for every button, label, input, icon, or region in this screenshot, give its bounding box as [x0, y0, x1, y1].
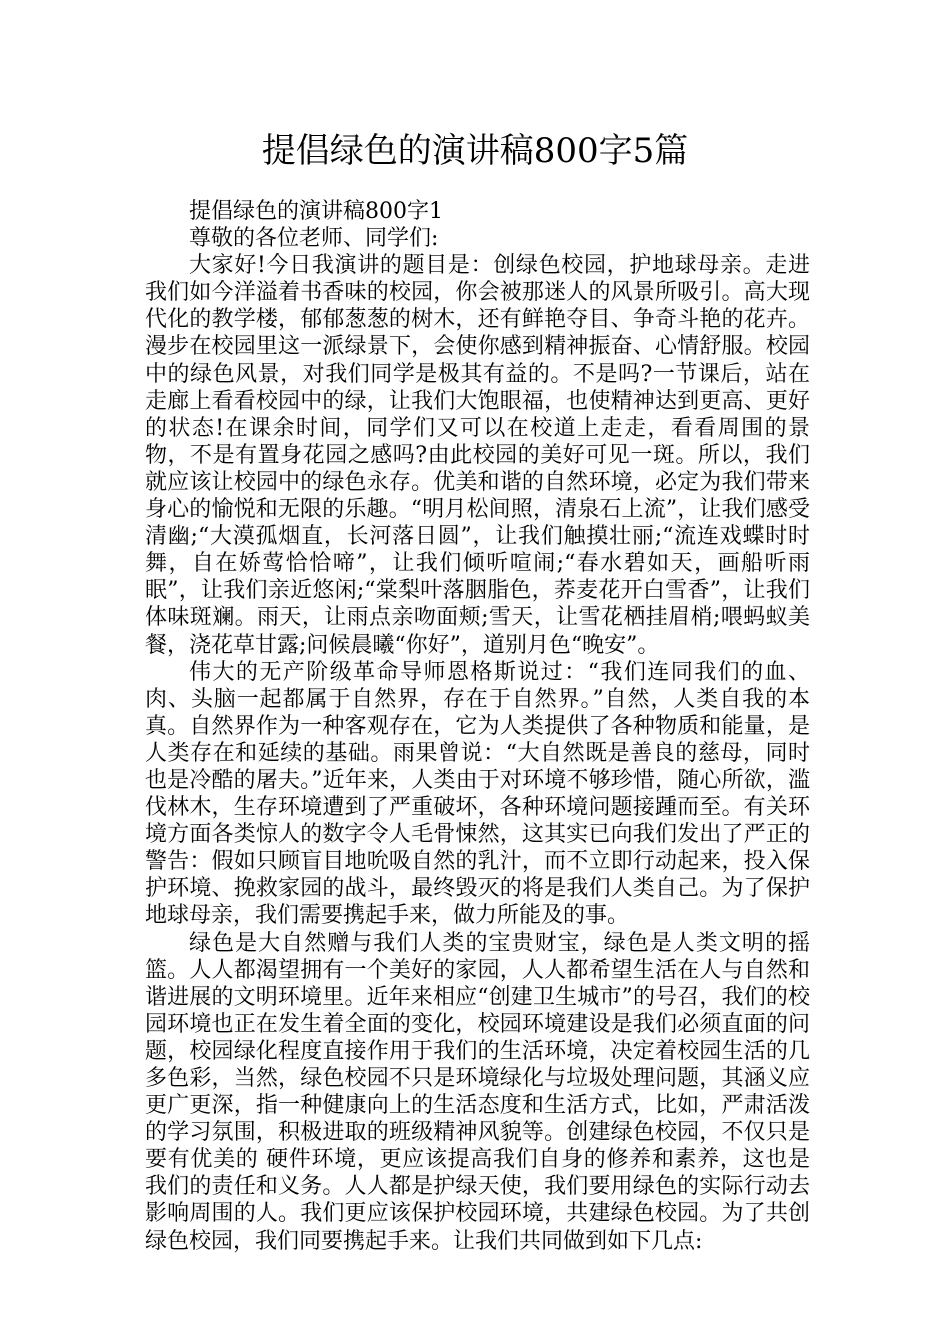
- section-heading: 提倡绿色的演讲稿800字1: [189, 199, 443, 224]
- body-paragraph: 伟大的无产阶级革命导师恩格斯说过：“我们连同我们的血、肉、头脑一起都属于自然界，存在于自然界。”自然，人类自我的本真。自然界作为一种客观存在，它为人类提供了各种物质和能量，是人类存在和延续的基础。雨果曾说：“大自然既是善良的慈母，同时也是冷酷的屠夫。”近年来，人类由于对环境不够珍惜，随心所欲，滥伐林木，生存环境遭到了严重破坏，各种环境问题接踵而至。有关环境方面各类惊人的数字令人毛骨悚然，这其实已向我们发出了严正的警告：假如只顾盲目地吮吸自然的乳汁，而不立即行动起来，投入保护环境、挽救家园的战斗，最终毁灭的将是我们人类自己。为了保护地球母亲，我们需要携起手来，做力所能及的事。: [145, 659, 810, 929]
- body-paragraph: 大家好!今日我演讲的题目是：创绿色校园，护地球母亲。走进我们如今洋溢着书香味的校园，你会被那迷人的风景所吸引。高大现代化的教学楼，郁郁葱葱的树木，还有鲜艳夺目、争奇斗艳的花卉。漫步在校园里这一派绿景下，会使你感到精神振奋、心情舒服。校园中的绿色风景，对我们同学是极其有益的。不是吗?一节课后，站在走廊上看看校园中的绿，让我们大饱眼福，也使精神达到更高、更好的状态!在课余时间，同学们又可以在校道上走走，看看周围的景物，不是有置身花园之感吗?由此校园的美好可见一斑。所以，我们就应该让校园中的绿色永存。优美和谐的自然环境，必定为我们带来身心的愉悦和无限的乐趣。“明月松间照，清泉石上流”，让我们感受清幽;“大漠孤烟直，长河落日圆”，让我们触摸壮丽;“流连戏蝶时时舞，自在娇莺恰恰啼”，让我们倾听喧闹;“春水碧如天，画船听雨眠”，让我们亲近悠闲;“棠梨叶落胭脂色，荞麦花开白雪香”，让我们体味斑斓。雨天，让雨点亲吻面颊;雪天，让雪花栖挂眉梢;喂蚂蚁美餐，浇花草甘露;问候晨曦“你好”，道别月色“晚安”。: [145, 253, 810, 658]
- salutation: 尊敬的各位老师、同学们:: [189, 226, 439, 252]
- document-body: [145, 198, 810, 1255]
- document-title: 提倡绿色的演讲稿800字5篇: [261, 131, 689, 171]
- body-paragraph: 绿色是大自然赠与我们人类的宝贵财宝，绿色是人类文明的摇篮。人人都渴望拥有一个美好的家园，人人都希望生活在人与自然和谐进展的文明环境里。近年来相应“创建卫生城市”的号召，我们的校园环境也正在发生着全面的变化，校园环境建设是我们必须直面的问题，校园绿化程度直接作用于我们的生活环境，决定着校园生活的几多色彩，当然，绿色校园不只是环境绿化与垃圾处理问题，其涵义应更广更深，指一种健康向上的生活态度和生活方式，比如，严肃活泼的学习氛围，积极进取的班级精神风貌等。创建绿色校园，不仅只是要有优美的 硬件环境，更应该提高我们自身的修养和素养，这也是我们的责任和义务。人人都是护绿天使，我们要用绿色的实际行动去影响周围的人。我们更应该保护校园环境，共建绿色校园。为了共创绿色校园，我们同要携起手来。让我们共同做到如下几点:: [145, 930, 810, 1254]
